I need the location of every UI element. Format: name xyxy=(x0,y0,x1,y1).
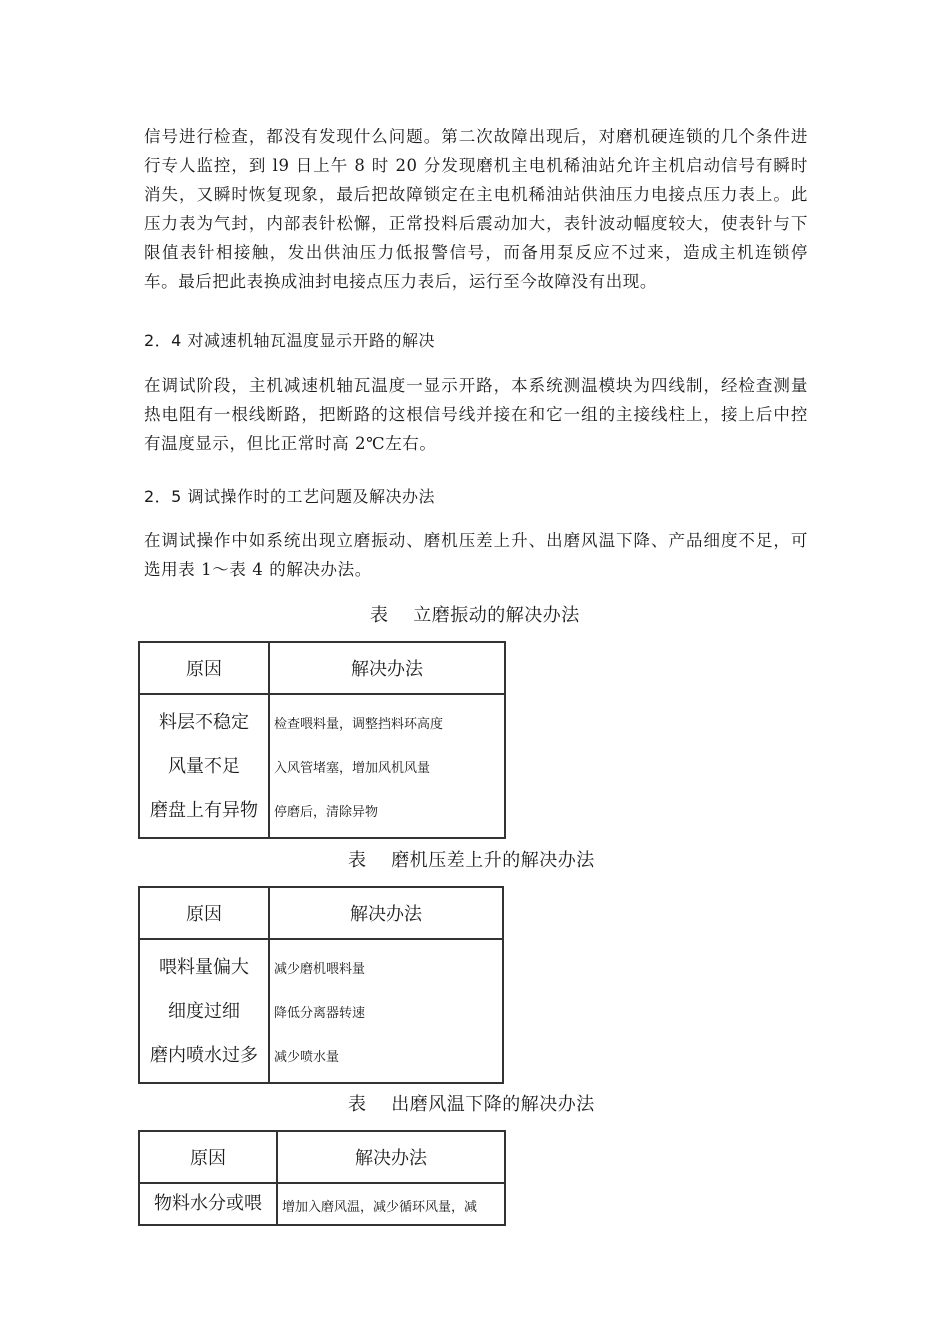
solution-item: 减少磨机喂料量 xyxy=(274,962,366,977)
cause-item: 料层不稳定 xyxy=(159,712,249,733)
section-heading-2-5: 2．5 调试操作时的工艺问题及解决办法 xyxy=(144,487,435,506)
solution-cell xyxy=(269,694,505,838)
table-row xyxy=(139,694,505,838)
section-heading-2-4: 2．4 对减速机轴瓦温度显示开路的解决 xyxy=(144,331,435,350)
cause-item: 喂料量偏大 xyxy=(159,957,249,978)
cause-item: 物料水分或喂 xyxy=(154,1193,262,1214)
table-row xyxy=(139,1183,505,1225)
solution-item: 检查喂料量，调整挡料环高度 xyxy=(274,717,444,732)
header-cause: 原因 xyxy=(139,887,269,939)
header-cause: 原因 xyxy=(139,1131,277,1183)
table-vibration xyxy=(138,641,506,839)
cause-item: 风量不足 xyxy=(168,756,240,777)
table-row xyxy=(139,939,503,1083)
table-caption-pressure: 表 磨机压差上升的解决办法 xyxy=(348,850,595,871)
table-air-temperature xyxy=(138,1130,506,1226)
cause-item: 磨内喷水过多 xyxy=(150,1045,258,1066)
header-solution: 解决办法 xyxy=(269,642,505,694)
cause-cell xyxy=(139,1183,277,1225)
table-header-row xyxy=(139,1131,505,1183)
paragraph-process-issues: 在调试操作中如系统出现立磨振动、磨机压差上升、出磨风温下降、产品细度不足，可选用表 1～表 4 的解决办法。 xyxy=(144,531,808,579)
header-solution: 解决办法 xyxy=(269,887,503,939)
table-header-row xyxy=(139,887,503,939)
table-header-row xyxy=(139,642,505,694)
header-solution: 解决办法 xyxy=(277,1131,505,1183)
solution-item: 增加入磨风温，减少循环风量，减 xyxy=(282,1200,478,1215)
paragraph-fault-diagnosis: 信号进行检查，都没有发现什么问题。第二次故障出现后，对磨机硬连锁的几个条件进行专人监控，到 l9 日上午 8 时 20 分发现磨机主电机稀油站允许主机启动信号有瞬时消失，又瞬时恢复现象，最后把故障锁定在主电机稀油站供油压力电接点压力表上。此压力表为气封，内部表针松懈，正常投料后震动加大，表针波动幅度较大，使表针与下限值表针相接触，发出供油压力低报警信号，而备用泵反应不过来，造成主机连锁停车。最后把此表换成油封电接点压力表后，运行至今故障没有出现。 xyxy=(144,127,808,291)
cause-cell xyxy=(139,939,269,1083)
cause-cell xyxy=(139,694,269,838)
solution-item: 减少喷水量 xyxy=(274,1050,340,1065)
paragraph-bearing-temperature: 在调试阶段，主机减速机轴瓦温度一显示开路，本系统测温模块为四线制，经检查测量热电阻有一根线断路，把断路的这根信号线并接在和它一组的主接线柱上，接上后中控有温度显示，但比正常时高 2℃左右。 xyxy=(144,376,808,453)
table-pressure xyxy=(138,886,504,1084)
solution-item: 停磨后，清除异物 xyxy=(274,805,379,820)
cause-item: 磨盘上有异物 xyxy=(150,800,258,821)
cause-item: 细度过细 xyxy=(168,1001,240,1022)
solution-cell xyxy=(277,1183,505,1225)
table-caption-air-temperature: 表 出磨风温下降的解决办法 xyxy=(348,1094,595,1115)
solution-item: 入风管堵塞，增加风机风量 xyxy=(274,761,431,776)
table-caption-vibration: 表 立磨振动的解决办法 xyxy=(370,605,580,626)
solution-item: 降低分离器转速 xyxy=(274,1006,366,1021)
header-cause: 原因 xyxy=(139,642,269,694)
solution-cell xyxy=(269,939,503,1083)
